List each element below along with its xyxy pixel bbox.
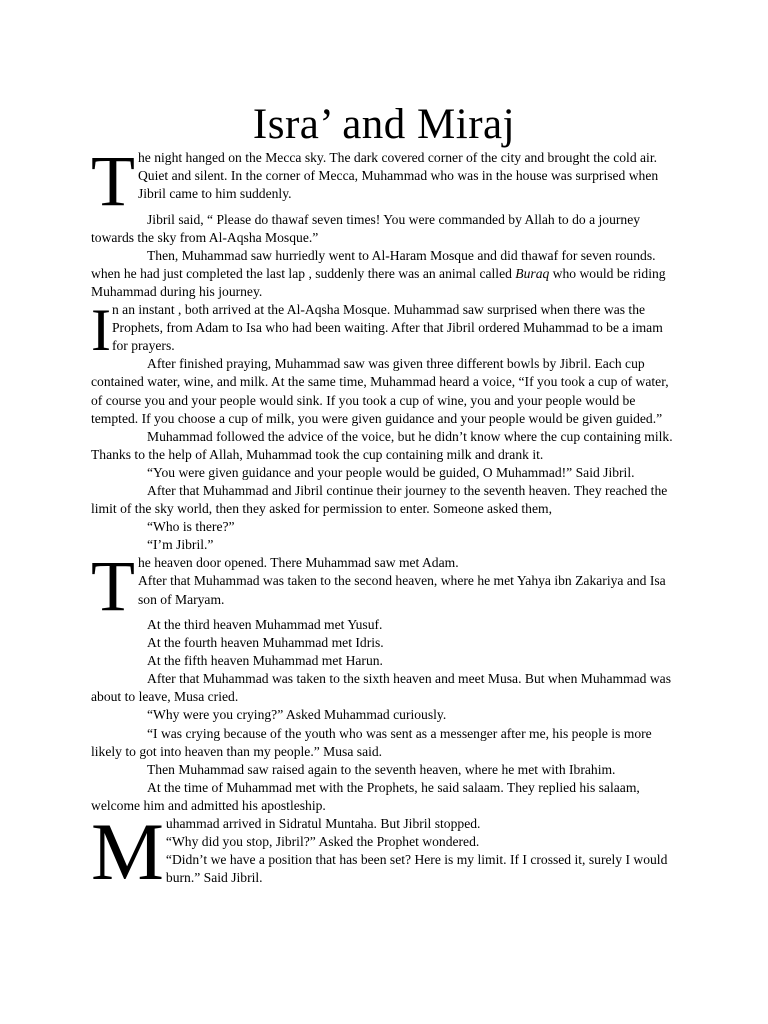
buraq-italic: Buraq — [515, 265, 550, 281]
paragraph-raised: Then Muhammad saw raised again to the seventh heaven, where he met with Ibrahim. — [147, 761, 616, 777]
paragraph-why-stop: “Why did you stop, Jibril?” Asked the Prophet wondered. — [165, 834, 480, 850]
paragraph-third: At the third heaven Muhammad met Yusuf. — [147, 616, 383, 632]
paragraph-second: After that Muhammad was taken to the second heaven, where he met Yahya ibn Zakariya and Isa son of Maryam. — [137, 573, 666, 607]
paragraph-instant: n an instant , both arrived at the Al-Aqsha Mosque. Muhammad saw surprised when there was the Prophets, from Adam to Isa who had been waiting. After that Jibril ordered Muhammad to be a imam for prayers. — [111, 302, 663, 354]
paragraph-limit: “Didn’t we have a position that has been set? Here is my limit. If I crossed it, surely I would burn.” Said Jibril. — [165, 852, 668, 886]
paragraph-sixth: After that Muhammad was taken to the sixth heaven and meet Musa. But when Muhammad was about to leave, Musa cried. — [91, 671, 671, 705]
paragraph-im-jibril: “I’m Jibril.” — [147, 537, 214, 553]
paragraph-fourth: At the fourth heaven Muhammad met Idris. — [147, 635, 384, 651]
document-title: Isra’ and Miraj — [252, 101, 516, 148]
paragraph-followed: Muhammad followed the advice of the voice, but he didn’t know where the cup containing milk. Thanks to the help of Allah, Muhammad took the cup containing milk and drank it. — [91, 428, 673, 462]
drop-cap-i: I — [91, 297, 111, 364]
paragraph-crying: “I was crying because of the youth who was sent as a messenger after me, his people is more likely to got into heaven than my people.” Musa said. — [91, 725, 652, 759]
paragraph-hurried: Then, Muhammad saw hurriedly went to Al-Haram Mosque and did thawaf for seven rounds. when he had just completed the last lap , suddenly there was an animal called Buraq who would be riding Muhammad during his journey. — [91, 247, 666, 299]
paragraph-guided: “You were given guidance and your people would be guided, O Muhammad!” Said Jibril. — [147, 464, 635, 480]
paragraph-continue: After that Muhammad and Jibril continue their journey to the seventh heaven. They reached the limit of the sky world, then they asked for permission to enter. Someone asked them, — [91, 483, 668, 517]
paragraph-fifth: At the fifth heaven Muhammad met Harun. — [147, 653, 383, 669]
paragraph-why: “Why were you crying?” Asked Muhammad curiously. — [147, 707, 447, 723]
drop-cap-m: M — [91, 806, 164, 897]
paragraph-door: he heaven door opened. There Muhammad saw met Adam. — [137, 555, 459, 571]
section-night — [91, 141, 681, 221]
paragraph-jibril-said: Jibril said, “ Please do thawaf seven times! You were commanded by Allah to do a journey towards the sky from Al-Aqsha Mosque.” — [91, 211, 641, 245]
story-body — [91, 141, 681, 897]
section-instant — [91, 297, 681, 364]
paragraph-salaam: At the time of Muhammad met with the Prophets, he said salaam. They replied his salaam, welcome him and admitted his apostleship. — [91, 779, 640, 813]
section-sidratul — [91, 806, 681, 897]
drop-cap-t: T — [91, 141, 135, 221]
paragraph-arrived: uhammad arrived in Sidratul Muntaha. But Jibril stopped. — [165, 816, 481, 831]
drop-cap-t2: T — [91, 546, 135, 627]
paragraph-bowls: After finished praying, Muhammad saw was given three different bowls by Jibril. Each cup contained water, wine, and milk. At the same time, Muhammad heard a voice, “If you took a cup of water, of course you and your people would sink. If you took a cup of wine, you and your people would be tempted. If you choose a cup of milk, you were given guidance and your people would be given guided.” — [91, 356, 669, 426]
paragraph-night: he night hanged on the Mecca sky. The dark covered corner of the city and brought the cold air. Quiet and silent. In the corner of Mecca, Muhammad who was in the house was surprised when Jibril came to him suddenly. — [137, 150, 659, 202]
paragraph-who: “Who is there?” — [147, 519, 235, 535]
